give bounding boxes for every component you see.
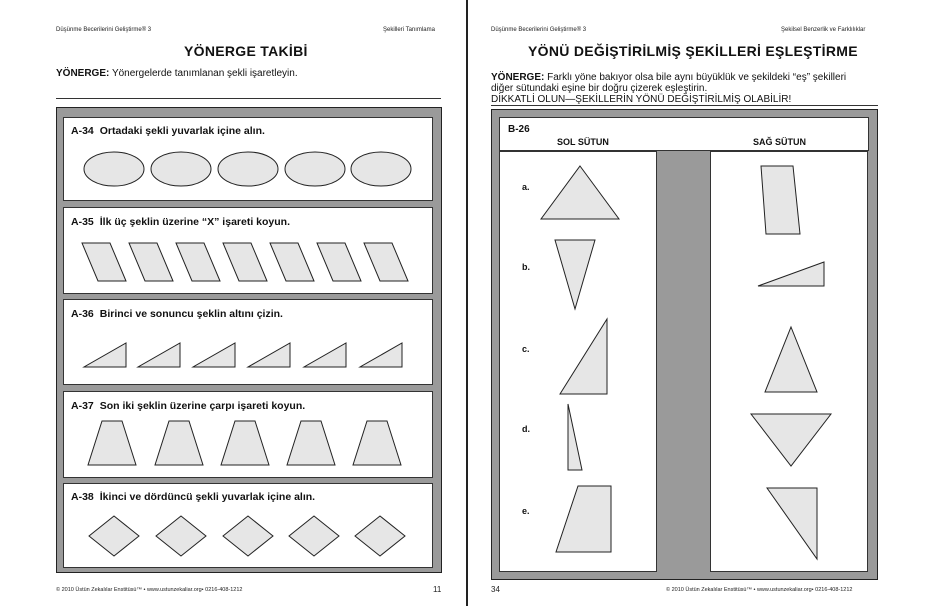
diamond-shape[interactable] (355, 516, 405, 556)
diamond-row (64, 484, 432, 567)
left-header-left: Düşünme Becerilerini Geliştirme® 3 (56, 27, 152, 33)
diamond-shape[interactable] (223, 516, 273, 556)
right-shape-right-triangle[interactable] (767, 488, 817, 559)
right-shape-trapezoid[interactable] (761, 166, 800, 234)
right-warning: DİKKATLİ OLUN—ŞEKİLLERİN YÖNÜ DEĞİŞTİRİLMİŞ OLABİLİR! (491, 94, 792, 105)
row-label-d: d. (522, 424, 530, 434)
question-box-a36 (63, 299, 433, 385)
left-column-heading: SOL SÜTUN (557, 137, 609, 147)
ellipse-shape[interactable] (84, 152, 144, 186)
question-code: A-36 (71, 308, 94, 320)
right-page-number: 34 (491, 585, 500, 594)
right-column-shapes (711, 152, 867, 571)
right-header-left: Düşünme Becerilerini Geliştirme® 3 (491, 27, 587, 33)
question-text: İkinci ve dördüncü şekli yuvarlak içine alın. (99, 491, 316, 503)
left-instruction-label: YÖNERGE: (56, 68, 110, 79)
right-shape-triangle-down[interactable] (751, 414, 831, 466)
parallelogram-shape[interactable] (176, 243, 220, 281)
ellipse-shape[interactable] (351, 152, 411, 186)
parallelogram-shape[interactable] (223, 243, 267, 281)
left-column-shapes (500, 152, 656, 571)
right-instruction-text-1: Farklı yöne bakıyor olsa bile aynı büyüklük ve şekildeki “eş” şekilleri (547, 72, 847, 83)
right-rule (491, 105, 878, 106)
trapezoid-shape[interactable] (155, 421, 203, 465)
question-code: A-38 (71, 491, 94, 503)
trapezoid-shape[interactable] (88, 421, 136, 465)
right-triangle-shape[interactable] (248, 343, 290, 367)
parallelogram-shape[interactable] (364, 243, 408, 281)
exercise-header-box (499, 117, 869, 151)
parallelogram-shape[interactable] (129, 243, 173, 281)
right-shape-triangle-up[interactable] (765, 327, 817, 392)
trapezoid-shape[interactable] (221, 421, 269, 465)
question-code: A-35 (71, 216, 94, 228)
question-box-a35 (63, 207, 433, 294)
parallelogram-row (64, 208, 432, 293)
question-text: Birinci ve sonuncu şeklin altını çizin. (99, 308, 283, 320)
parallelogram-shape[interactable] (317, 243, 361, 281)
diamond-shape[interactable] (89, 516, 139, 556)
question-text: İlk üç şeklin üzerine “X” işareti koyun. (99, 216, 291, 228)
left-shape-a-triangle[interactable] (541, 166, 619, 219)
ellipse-row (64, 118, 432, 200)
right-instruction-text-2: diğer sütundaki eşine bir doğru çizerek eşleştirin. (491, 83, 708, 94)
row-label-c: c. (522, 344, 530, 354)
ellipse-shape[interactable] (285, 152, 345, 186)
question-box-a37 (63, 391, 433, 478)
trapezoid-row (64, 392, 432, 477)
right-instruction (491, 72, 846, 105)
question-text: Son iki şeklin üzerine çarpı işareti koyun. (99, 400, 306, 412)
right-triangle-shape[interactable] (84, 343, 126, 367)
triangle-row (64, 300, 432, 384)
parallelogram-shape[interactable] (82, 243, 126, 281)
right-page-title: YÖNÜ DEĞİŞTİRİLMİŞ ŞEKİLLERİ EŞLEŞTİRME (528, 43, 858, 59)
right-header-right: Şekilsel Benzerlik ve Farklılıklar (781, 27, 866, 33)
row-label-b: b. (522, 262, 530, 272)
question-box-a38 (63, 483, 433, 568)
left-footer: © 2010 Üstün Zekalılar Enstitüsü™ • www.ustunzekaliar.org• 0216-408-1212 (56, 587, 243, 593)
ellipse-shape[interactable] (151, 152, 211, 186)
right-page (468, 0, 930, 612)
left-rule (56, 98, 441, 99)
trapezoid-shape[interactable] (353, 421, 401, 465)
left-shape-e-quadrilateral[interactable] (556, 486, 611, 552)
left-shape-c-right-triangle[interactable] (560, 319, 607, 394)
parallelogram-shape[interactable] (270, 243, 314, 281)
question-box-a34 (63, 117, 433, 201)
question-text: Ortadaki şekli yuvarlak içine alın. (99, 125, 265, 137)
right-column-heading: SAĞ SÜTUN (753, 137, 807, 147)
left-shape-b-triangle-down[interactable] (555, 240, 595, 309)
question-code: A-37 (71, 400, 94, 412)
diamond-shape[interactable] (289, 516, 339, 556)
left-page-number: 11 (433, 585, 442, 594)
trapezoid-shape[interactable] (287, 421, 335, 465)
exercise-code: B-26 (508, 124, 530, 135)
left-column (499, 151, 657, 572)
row-label-e: e. (522, 506, 530, 516)
right-instruction-label: YÖNERGE: (491, 72, 545, 83)
right-triangle-shape[interactable] (360, 343, 402, 367)
question-code: A-34 (71, 125, 94, 137)
row-label-a: a. (522, 182, 530, 192)
right-triangle-shape[interactable] (138, 343, 180, 367)
left-shape-d-thin-triangle[interactable] (568, 404, 582, 470)
diamond-shape[interactable] (156, 516, 206, 556)
right-footer: © 2010 Üstün Zekalılar Enstitüsü™ • www.ustunzekaliar.org• 0216-408-1212 (666, 587, 853, 593)
right-triangle-shape[interactable] (304, 343, 346, 367)
right-shape-thin-wedge[interactable] (758, 262, 824, 286)
right-column (710, 151, 868, 572)
right-triangle-shape[interactable] (193, 343, 235, 367)
left-page-title: YÖNERGE TAKİBİ (184, 43, 308, 59)
ellipse-shape[interactable] (218, 152, 278, 186)
left-instruction-text: Yönergelerde tanımlanan şekli işaretleyin. (111, 68, 298, 79)
left-instruction (56, 68, 298, 79)
left-header-right: Şekilleri Tanımlama (383, 27, 435, 33)
